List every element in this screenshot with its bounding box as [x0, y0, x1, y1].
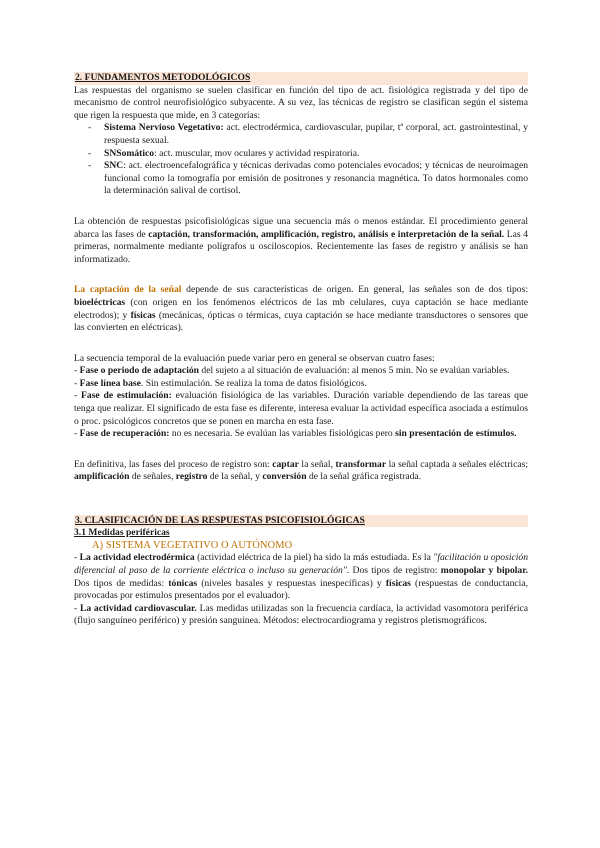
list-item: - Sistema Nervioso Vegetativo: act. electrodérmica, cardiovascular, pupilar, tª corporal, act. gastrointestinal, y respuesta sexual. — [88, 122, 528, 146]
phase-item: - Fase línea base. Sin estimulación. Se realiza la toma de datos fisiológicos. — [74, 377, 367, 389]
subsection-heading: 3.1 Medidas periféricas — [74, 527, 170, 539]
category-term: SNC — [104, 160, 124, 172]
captacion-title: La captación de la señal — [74, 284, 182, 296]
list-item: - SNSomático: act. muscular, mov oculares y actividad respiratoria. — [88, 147, 360, 159]
summary-paragraph: En definitiva, las fases del proceso de registro son: captar la señal, transformar la señal captada a señales eléctricas; amplificación de señales, registro de la señal, y conversión de la señal gráfica registrada. — [74, 458, 528, 483]
category-term: Sistema Nervioso Vegetativo: — [104, 122, 224, 134]
category-term: SNSomático — [104, 147, 155, 159]
section-heading-clasificacion: 3. CLASIFICACIÓN DE LAS RESPUESTAS PSICOFISIOLÓGICAS — [74, 515, 528, 528]
cardiovascular-paragraph: - La actividad cardiovascular. Las medidas utilizadas son la frecuencia cardíaca, la actividad vasomotora periférica (flujo sanguíneo periférico) y presión sanguínea. Métodos: electrocardiograma y registros pletismográficos. — [74, 602, 529, 627]
phase-item: - Fase de estimulación: evaluación fisiológica de las variables. Duración variable dependiendo de las tareas que tenga que realizar. El significado de esta fase es diferente, interesa evaluar la actividad específica asociada a estímulos o proc. psicológicos concretos que se ponen en marcha en esta fase. — [74, 390, 529, 427]
intro-paragraph: Las respuestas del organismo se suelen clasificar en función del tipo de act. fisiológica registrada y del tipo de mecanismo de control neurofisiológico subyacente. A su vez, las técnicas de registro se clasifican según el sistema que rigen la respuesta que mide, en 3 categorías: — [74, 84, 528, 121]
categories-list — [74, 122, 528, 198]
captacion-paragraph: La captación de la señal depende de sus características de origen. En general, las señales son de dos tipos: bioeléctricas (con origen en los fenómenos eléctricos de las mb celulares, cuya captación se hace mediante electrodos); y físicas (mecánicas, ópticas o térmicas, cuya captación se hace mediante transductores o sensores que las convierten en eléctricas). — [74, 284, 529, 334]
subsection-a-heading: A) SISTEMA VEGETATIVO O AUTÓNOMO — [92, 539, 293, 551]
document-page — [74, 72, 528, 628]
list-item: - SNC: act. electroencefalográfica y técnicas derivadas como potenciales evocados; y técnicas de neuroimagen funcional como la tomografía por emisión de positrones y resonancia magnética. To datos hormonales como la determinación salival de cortisol. — [88, 160, 528, 197]
phases-paragraph: La obtención de respuestas psicofisiológicas sigue una secuencia más o menos estándar. El procedimiento general abarca las fases de captación, transformación, amplificación, registro, análisis e interpretación de la señal. Las 4 primeras, normalmente mediante polígrafos u osciloscopios. Recientemente las fases de registro y análisis se han informatizado. — [74, 215, 528, 265]
electrodermal-paragraph: - La actividad electrodérmica (actividad eléctrica de la piel) ha sido la más estudiada. Es la "facilitación u oposición diferencial al paso de la corriente eléctrica o incluso su generación". Dos tipos de registro: monopolar y bipolar. Dos tipos de medidas: tónicas (niveles basales y respuestas inespecíficas) y físicas (respuestas de conductancia, provocadas por estímulos presentados por el evaluador). — [74, 552, 528, 602]
phase-item: - Fase de recuperación: no es necesaria. Se evalúan las variables fisiológicas pero sin presentación de estímulos. — [74, 428, 517, 440]
section-heading-fundamentos: 2. FUNDAMENTOS METODOLÓGICOS — [74, 72, 528, 85]
sequence-intro: La secuencia temporal de la evaluación puede variar pero en general se observan cuatro fases: — [74, 352, 435, 364]
phase-item: - Fase o periodo de adaptación del sujeto a al situación de evaluación: al menos 5 min. No se evalúan variables. — [74, 365, 510, 377]
